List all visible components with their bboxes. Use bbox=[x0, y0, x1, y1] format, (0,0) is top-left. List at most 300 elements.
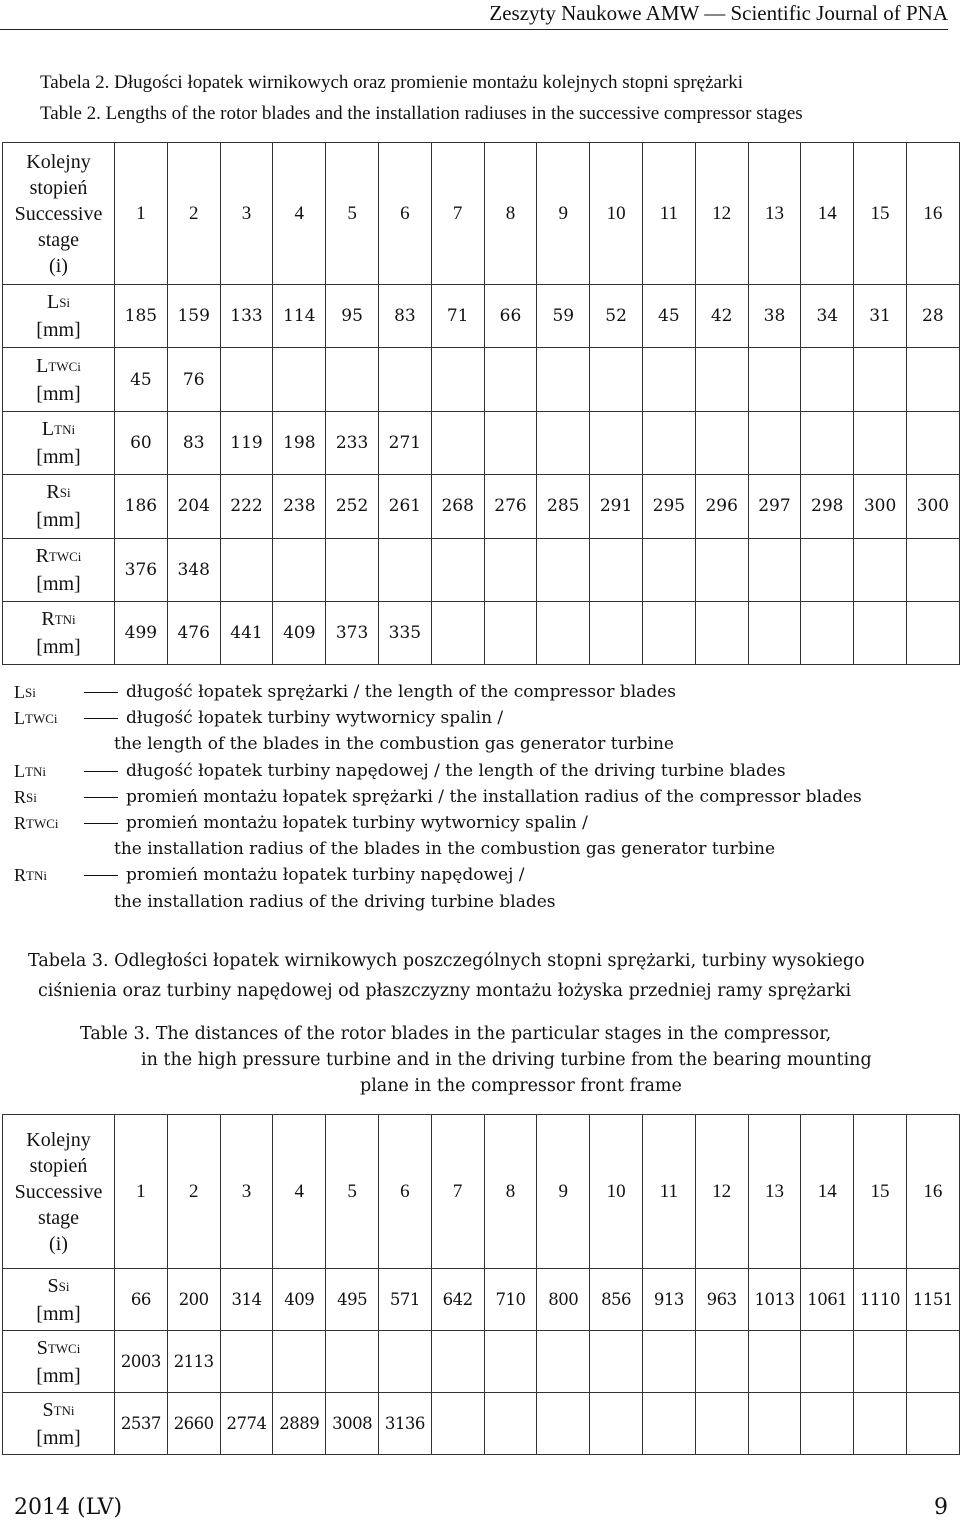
table-cell bbox=[854, 1393, 907, 1455]
table-cell: 800 bbox=[537, 1269, 590, 1331]
table-cell bbox=[854, 538, 907, 601]
table-cell: 1061 bbox=[801, 1269, 854, 1331]
table-cell bbox=[326, 348, 379, 411]
table-cell: 571 bbox=[378, 1269, 431, 1331]
stage-number: 7 bbox=[431, 143, 484, 285]
stage-number: 4 bbox=[273, 1115, 326, 1269]
table-cell: 119 bbox=[220, 411, 273, 474]
legend-symbol-subscript: Si bbox=[26, 789, 37, 805]
stage-number: 13 bbox=[748, 1115, 801, 1269]
table-cell: 963 bbox=[695, 1269, 748, 1331]
stage-header-line: (i) bbox=[49, 254, 68, 277]
legend-dash bbox=[84, 797, 118, 798]
table-cell: 1151 bbox=[906, 1269, 959, 1331]
table-cell bbox=[695, 538, 748, 601]
table-cell bbox=[431, 348, 484, 411]
table-cell bbox=[537, 1393, 590, 1455]
legend-description-continued: the installation radius of the blades in the combustion gas generator turbine bbox=[114, 839, 776, 860]
row-symbol bbox=[3, 479, 114, 507]
table-cell: 185 bbox=[115, 285, 168, 348]
row-symbol bbox=[3, 1335, 114, 1363]
row-symbol bbox=[3, 289, 114, 317]
stage-number: 14 bbox=[801, 143, 854, 285]
symbol-subscript: TNi bbox=[53, 1402, 75, 1418]
table2-caption-pl: Tabela 2. Długości łopatek wirnikowych oraz promienie montażu kolejnych stopni sprężarki bbox=[40, 72, 744, 93]
table-cell bbox=[642, 1331, 695, 1393]
stage-number: 4 bbox=[273, 143, 326, 285]
table-cell bbox=[642, 411, 695, 474]
table-cell bbox=[642, 348, 695, 411]
stage-header-line: Kolejny bbox=[26, 150, 91, 173]
table-cell bbox=[906, 348, 959, 411]
legend-description: długość łopatek turbiny napędowej / the length of the driving turbine blades bbox=[126, 760, 786, 781]
legend-symbol-letter: R bbox=[14, 786, 27, 807]
table-cell: 2003 bbox=[115, 1331, 168, 1393]
table-cell bbox=[537, 411, 590, 474]
table-cell: 710 bbox=[484, 1269, 537, 1331]
stage-number: 1 bbox=[115, 143, 168, 285]
row-label bbox=[3, 411, 115, 474]
table-cell: 476 bbox=[167, 601, 220, 664]
table-cell bbox=[748, 601, 801, 664]
legend-symbol bbox=[14, 679, 36, 707]
table-cell: 314 bbox=[220, 1269, 273, 1331]
symbol-letter: L bbox=[46, 291, 60, 314]
stage-number: 6 bbox=[378, 1115, 431, 1269]
table-cell bbox=[801, 538, 854, 601]
table-cell bbox=[906, 1393, 959, 1455]
stage-number: 9 bbox=[537, 143, 590, 285]
legend-symbol-subscript: TNi bbox=[25, 763, 46, 779]
table-cell: 45 bbox=[642, 285, 695, 348]
table-cell bbox=[378, 1331, 431, 1393]
table-cell: 59 bbox=[537, 285, 590, 348]
legend-symbol bbox=[14, 862, 47, 890]
journal-title: Zeszyty Naukowe AMW — Scientific Journal of PNA bbox=[489, 1, 948, 25]
table-cell bbox=[431, 1393, 484, 1455]
row-unit: [mm] bbox=[36, 1364, 81, 1387]
table-cell: 60 bbox=[115, 411, 168, 474]
page-number: 9 bbox=[934, 1495, 948, 1520]
table-cell bbox=[378, 348, 431, 411]
symbol-subscript: TWCi bbox=[48, 548, 82, 564]
table-cell: 495 bbox=[326, 1269, 379, 1331]
table-cell: 376 bbox=[115, 538, 168, 601]
table-cell bbox=[695, 411, 748, 474]
table-cell bbox=[431, 1331, 484, 1393]
stage-number: 2 bbox=[167, 143, 220, 285]
table-cell bbox=[537, 601, 590, 664]
table-cell bbox=[220, 1331, 273, 1393]
table-cell: 300 bbox=[854, 475, 907, 538]
row-label bbox=[3, 475, 115, 538]
table-cell bbox=[590, 411, 643, 474]
table-cell bbox=[854, 1331, 907, 1393]
table-row bbox=[3, 1269, 960, 1331]
row-unit: [mm] bbox=[36, 572, 81, 595]
table-cell: 295 bbox=[642, 475, 695, 538]
legend-symbol-letter: L bbox=[14, 760, 25, 781]
table-row bbox=[3, 348, 960, 411]
symbol-legend bbox=[14, 679, 954, 915]
table-cell: 856 bbox=[590, 1269, 643, 1331]
table-cell bbox=[590, 1331, 643, 1393]
table-cell: 3008 bbox=[326, 1393, 379, 1455]
table-row bbox=[3, 538, 960, 601]
table-cell: 642 bbox=[431, 1269, 484, 1331]
row-unit: [mm] bbox=[36, 445, 81, 468]
table-row bbox=[3, 1393, 960, 1455]
table-cell bbox=[642, 1393, 695, 1455]
table-cell bbox=[906, 411, 959, 474]
row-label bbox=[3, 538, 115, 601]
legend-row bbox=[14, 731, 954, 757]
table-row bbox=[3, 1331, 960, 1393]
table-cell: 409 bbox=[273, 601, 326, 664]
table-cell bbox=[220, 348, 273, 411]
journal-header bbox=[0, 0, 948, 30]
table-cell bbox=[590, 601, 643, 664]
table-cell bbox=[273, 1331, 326, 1393]
table-cell bbox=[273, 348, 326, 411]
table-row bbox=[3, 475, 960, 538]
table-cell bbox=[748, 1393, 801, 1455]
table-cell bbox=[642, 538, 695, 601]
table-cell: 114 bbox=[273, 285, 326, 348]
row-label bbox=[3, 601, 115, 664]
stage-header-line: stage bbox=[37, 1206, 80, 1229]
table-cell: 499 bbox=[115, 601, 168, 664]
stage-number: 15 bbox=[854, 1115, 907, 1269]
table-row bbox=[3, 601, 960, 664]
stage-number: 2 bbox=[167, 1115, 220, 1269]
legend-description-continued: the installation radius of the driving turbine blades bbox=[114, 891, 556, 912]
table-cell: 45 bbox=[115, 348, 168, 411]
stage-number: 16 bbox=[906, 1115, 959, 1269]
symbol-letter: R bbox=[35, 544, 49, 567]
row-unit: [mm] bbox=[36, 382, 81, 405]
legend-symbol-subscript: TWCi bbox=[26, 815, 59, 831]
table-cell bbox=[695, 1393, 748, 1455]
table-cell: 66 bbox=[115, 1269, 168, 1331]
table-cell: 2537 bbox=[115, 1393, 168, 1455]
table-cell bbox=[748, 411, 801, 474]
stage-number: 5 bbox=[326, 1115, 379, 1269]
table-cell bbox=[801, 1393, 854, 1455]
table-cell bbox=[537, 1331, 590, 1393]
legend-symbol bbox=[14, 784, 37, 812]
symbol-subscript: TWCi bbox=[48, 358, 81, 374]
legend-symbol-subscript: Si bbox=[25, 685, 36, 700]
table-cell bbox=[326, 538, 379, 601]
table-cell bbox=[801, 1331, 854, 1393]
stage-header-line: stage bbox=[37, 228, 80, 251]
stage-header-cell bbox=[3, 143, 115, 285]
legend-dash bbox=[84, 875, 118, 876]
table-cell bbox=[273, 538, 326, 601]
symbol-letter: S bbox=[36, 1336, 48, 1359]
table-cell: 83 bbox=[167, 411, 220, 474]
symbol-subscript: TNi bbox=[54, 421, 76, 437]
row-unit: [mm] bbox=[36, 1426, 81, 1449]
table-cell bbox=[590, 538, 643, 601]
table-cell bbox=[590, 348, 643, 411]
legend-dash bbox=[84, 771, 118, 772]
row-label bbox=[3, 1331, 115, 1393]
table-cell bbox=[326, 1331, 379, 1393]
table-cell: 291 bbox=[590, 475, 643, 538]
legend-symbol bbox=[14, 705, 58, 733]
table-cell bbox=[484, 1393, 537, 1455]
table-cell bbox=[854, 348, 907, 411]
table-cell bbox=[431, 538, 484, 601]
stage-number: 1 bbox=[115, 1115, 168, 1269]
row-label bbox=[3, 348, 115, 411]
table-cell bbox=[484, 1331, 537, 1393]
table-cell: 348 bbox=[167, 538, 220, 601]
legend-row bbox=[14, 758, 954, 784]
row-symbol bbox=[3, 1273, 114, 1301]
symbol-letter: S bbox=[47, 1274, 59, 1297]
table-cell bbox=[537, 538, 590, 601]
table-cell bbox=[484, 601, 537, 664]
table-cell: 95 bbox=[326, 285, 379, 348]
table-cell bbox=[431, 601, 484, 664]
legend-description-continued: the length of the blades in the combustion gas generator turbine bbox=[114, 734, 674, 755]
table-cell: 159 bbox=[167, 285, 220, 348]
table-cell: 233 bbox=[326, 411, 379, 474]
stage-header-row bbox=[3, 1115, 960, 1269]
table-cell: 42 bbox=[695, 285, 748, 348]
table-cell: 913 bbox=[642, 1269, 695, 1331]
row-unit: [mm] bbox=[36, 319, 81, 342]
table2-caption-en: Table 2. Lengths of the rotor blades and the installation radiuses in the successive compressor stages bbox=[40, 103, 803, 124]
legend-symbol-letter: R bbox=[14, 865, 27, 886]
legend-row bbox=[14, 889, 954, 915]
table3 bbox=[2, 1114, 960, 1455]
legend-symbol-subscript: TNi bbox=[26, 868, 47, 884]
row-symbol bbox=[3, 353, 114, 381]
stage-number: 3 bbox=[220, 1115, 273, 1269]
table-cell bbox=[906, 1331, 959, 1393]
legend-symbol-subscript: TWCi bbox=[25, 711, 58, 727]
table-cell: 300 bbox=[906, 475, 959, 538]
stage-number: 7 bbox=[431, 1115, 484, 1269]
legend-description: promień montażu łopatek turbiny wytwornicy spalin / bbox=[126, 812, 588, 833]
stage-number: 3 bbox=[220, 143, 273, 285]
table-cell: 1013 bbox=[748, 1269, 801, 1331]
legend-description: promień montażu łopatek turbiny napędowej / bbox=[126, 865, 525, 886]
legend-description: długość łopatek sprężarki / the length of the compressor blades bbox=[126, 682, 676, 702]
table-cell: 261 bbox=[378, 475, 431, 538]
row-unit: [mm] bbox=[36, 636, 81, 659]
legend-description: długość łopatek turbiny wytwornicy spalin / bbox=[126, 708, 504, 729]
table-cell: 2113 bbox=[167, 1331, 220, 1393]
table-cell bbox=[484, 348, 537, 411]
symbol-letter: R bbox=[41, 608, 55, 631]
table-cell bbox=[537, 348, 590, 411]
table-cell bbox=[695, 1331, 748, 1393]
table-cell bbox=[431, 411, 484, 474]
stage-number: 13 bbox=[748, 143, 801, 285]
legend-row bbox=[14, 784, 954, 810]
symbol-letter: S bbox=[42, 1398, 54, 1421]
table-cell bbox=[801, 348, 854, 411]
legend-row bbox=[14, 705, 954, 731]
symbol-subscript: Si bbox=[58, 1278, 70, 1294]
stage-header-line: Kolejny bbox=[26, 1128, 91, 1151]
table-cell bbox=[590, 1393, 643, 1455]
table-cell bbox=[748, 1331, 801, 1393]
stage-number: 16 bbox=[906, 143, 959, 285]
symbol-letter: L bbox=[36, 354, 49, 377]
table-cell: 409 bbox=[273, 1269, 326, 1331]
table-cell: 200 bbox=[167, 1269, 220, 1331]
table-cell: 252 bbox=[326, 475, 379, 538]
table-cell bbox=[220, 538, 273, 601]
row-label bbox=[3, 1269, 115, 1331]
table-cell bbox=[695, 601, 748, 664]
symbol-letter: L bbox=[41, 417, 55, 440]
stage-number: 14 bbox=[801, 1115, 854, 1269]
table-cell: 222 bbox=[220, 475, 273, 538]
table-cell: 373 bbox=[326, 601, 379, 664]
legend-dash bbox=[84, 718, 118, 719]
table-cell: 276 bbox=[484, 475, 537, 538]
stage-header-line: stopień bbox=[29, 176, 88, 199]
table3-caption-pl-line1: Tabela 3. Odległości łopatek wirnikowych poszczególnych stopni sprężarki, turbiny wysokiego bbox=[28, 951, 865, 971]
table-cell: 296 bbox=[695, 475, 748, 538]
table-cell bbox=[801, 411, 854, 474]
table-cell: 335 bbox=[378, 601, 431, 664]
legend-dash bbox=[84, 823, 118, 824]
stage-number: 15 bbox=[854, 143, 907, 285]
stage-number: 8 bbox=[484, 143, 537, 285]
row-symbol bbox=[3, 543, 114, 571]
table3-caption-en-line1: Table 3. The distances of the rotor blades in the particular stages in the compressor, bbox=[80, 1024, 832, 1044]
stage-number: 10 bbox=[590, 1115, 643, 1269]
legend-row bbox=[14, 836, 954, 862]
table-cell bbox=[484, 411, 537, 474]
stage-header-line: (i) bbox=[49, 1232, 68, 1255]
stage-header-line: Successive bbox=[14, 1180, 103, 1203]
stage-number: 11 bbox=[642, 143, 695, 285]
table-cell: 198 bbox=[273, 411, 326, 474]
row-unit: [mm] bbox=[36, 509, 81, 532]
table-cell: 66 bbox=[484, 285, 537, 348]
table-cell bbox=[854, 601, 907, 664]
row-label bbox=[3, 285, 115, 348]
stage-number: 11 bbox=[642, 1115, 695, 1269]
symbol-subscript: TNi bbox=[54, 612, 76, 628]
legend-symbol-letter: R bbox=[14, 812, 27, 833]
table-cell: 31 bbox=[854, 285, 907, 348]
table-cell: 204 bbox=[167, 475, 220, 538]
stage-header-line: Successive bbox=[14, 202, 103, 225]
table3-caption-en-line3: plane in the compressor front frame bbox=[360, 1076, 682, 1096]
table-cell bbox=[378, 538, 431, 601]
table-cell: 297 bbox=[748, 475, 801, 538]
table-cell bbox=[906, 601, 959, 664]
table-cell: 285 bbox=[537, 475, 590, 538]
table-cell: 2889 bbox=[273, 1393, 326, 1455]
table2 bbox=[2, 142, 960, 665]
legend-row bbox=[14, 862, 954, 888]
table-row bbox=[3, 411, 960, 474]
table-cell: 3136 bbox=[378, 1393, 431, 1455]
table-cell bbox=[695, 348, 748, 411]
row-symbol bbox=[3, 1397, 114, 1425]
stage-number: 10 bbox=[590, 143, 643, 285]
legend-symbol bbox=[14, 810, 59, 838]
table-cell bbox=[748, 538, 801, 601]
legend-symbol-letter: L bbox=[14, 682, 25, 702]
stage-number: 12 bbox=[695, 143, 748, 285]
table-cell: 83 bbox=[378, 285, 431, 348]
stage-number: 12 bbox=[695, 1115, 748, 1269]
legend-row bbox=[14, 679, 954, 705]
table-cell: 71 bbox=[431, 285, 484, 348]
legend-symbol-letter: L bbox=[14, 708, 25, 729]
stage-header-cell bbox=[3, 1115, 115, 1269]
table-cell bbox=[748, 348, 801, 411]
table-cell: 52 bbox=[590, 285, 643, 348]
table-cell bbox=[642, 601, 695, 664]
table-cell: 186 bbox=[115, 475, 168, 538]
row-symbol bbox=[3, 416, 114, 444]
table-cell: 271 bbox=[378, 411, 431, 474]
table3-caption-pl-line2: ciśnienia oraz turbiny napędowej od płaszczyzny montażu łożyska przedniej ramy sprężarki bbox=[38, 981, 852, 1001]
symbol-subscript: Si bbox=[59, 485, 71, 501]
stage-number: 5 bbox=[326, 143, 379, 285]
row-unit: [mm] bbox=[36, 1302, 81, 1325]
table-cell: 441 bbox=[220, 601, 273, 664]
stage-number: 8 bbox=[484, 1115, 537, 1269]
table-row bbox=[3, 285, 960, 348]
table-cell bbox=[906, 538, 959, 601]
symbol-letter: R bbox=[46, 481, 60, 504]
legend-symbol bbox=[14, 758, 46, 786]
table-cell: 268 bbox=[431, 475, 484, 538]
legend-description: promień montażu łopatek sprężarki / the installation radius of the compressor blades bbox=[126, 786, 862, 807]
table-cell: 2660 bbox=[167, 1393, 220, 1455]
legend-dash bbox=[84, 692, 118, 693]
table-cell: 76 bbox=[167, 348, 220, 411]
table-cell: 38 bbox=[748, 285, 801, 348]
issue-label: 2014 (LV) bbox=[14, 1495, 123, 1520]
stage-header-line: stopień bbox=[29, 1154, 88, 1177]
row-label bbox=[3, 1393, 115, 1455]
legend-row bbox=[14, 810, 954, 836]
table-cell: 133 bbox=[220, 285, 273, 348]
symbol-subscript: Si bbox=[59, 295, 71, 311]
stage-number: 6 bbox=[378, 143, 431, 285]
table-cell: 34 bbox=[801, 285, 854, 348]
table3-caption-en-line2: in the high pressure turbine and in the driving turbine from the bearing mounting bbox=[141, 1050, 872, 1070]
table-cell: 238 bbox=[273, 475, 326, 538]
symbol-subscript: TWCi bbox=[47, 1340, 81, 1356]
row-symbol bbox=[3, 606, 114, 634]
stage-header-row bbox=[3, 143, 960, 285]
table-cell bbox=[801, 601, 854, 664]
table-cell: 1110 bbox=[854, 1269, 907, 1331]
table-cell bbox=[484, 538, 537, 601]
stage-number: 9 bbox=[537, 1115, 590, 1269]
table-cell bbox=[854, 411, 907, 474]
table-cell: 298 bbox=[801, 475, 854, 538]
table-cell: 28 bbox=[906, 285, 959, 348]
table-cell: 2774 bbox=[220, 1393, 273, 1455]
